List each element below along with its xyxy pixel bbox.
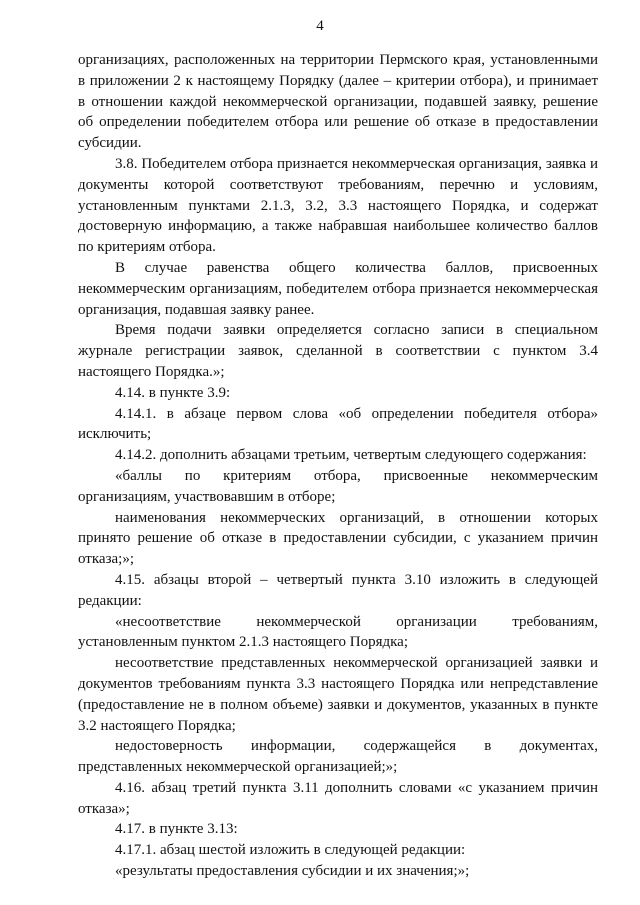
paragraph: наименования некоммерческих организаций, в отношении которых принято решение об отказе в предоставлении субсидии, с указанием причин отказа;»; [78,509,598,568]
paragraph: Время подачи заявки определяется согласно записи в специальном журнале регистрации заявок, сделанной в соответствии с пунктом 3.4 настоящего Порядка.»; [78,322,598,380]
paragraph: недостоверность информации, содержащейся в документах, представленных некоммерческой организацией;»; [78,738,598,776]
paragraph: «баллы по критериям отбора, присвоенные некоммерческим организациям, участвовавшим в отборе; [78,467,598,505]
paragraph: 4.14. в пункте 3.9: [115,384,231,401]
paragraph: 4.17. в пункте 3.13: [115,821,238,838]
page-number: 4 [316,18,324,34]
document-body [78,50,598,882]
paragraph: 3.8. Победителем отбора признается некоммерческая организация, заявка и документы которой соответствуют требованиям, перечню и условиям, установленным пунктами 2.1.3, 3.2, 3.3 настоящего Порядка, и содержат достоверную информацию, а также набравшая наибольшее количество баллов по критериям отбора. [78,155,598,256]
paragraph: 4.15. абзацы второй – четвертый пункта 3.10 изложить в следующей редакции: [78,571,598,609]
paragraph: 4.14.2. дополнить абзацами третьим, четвертым следующего содержания: [115,447,587,464]
paragraph: 4.14.1. в абзаце первом слова «об определении победителя отбора» исключить; [78,405,598,443]
paragraph: организациях, расположенных на территории Пермского края, установленными в приложении 2 к настоящему Порядку (далее – критерии отбора), и принимает в отношении каждой некоммерческой организации, подавшей заявку, решение об определении победителем отбора или решение об отказе в предоставлении субсидии. [78,52,598,152]
paragraph: «результаты предоставления субсидии и их значения;»; [115,863,470,880]
paragraph: В случае равенства общего количества баллов, присвоенных некоммерческим организациям, победителем отбора признается некоммерческая организация, подавшая заявку ранее. [78,259,598,318]
paragraph: несоответствие представленных некоммерческой организацией заявки и документов требованиям пункта 3.3 настоящего Порядка или непредставление (предоставление не в полном объеме) заявки и документов, указанных в пункте 3.2 настоящего Порядка; [78,655,598,734]
paragraph: «несоответствие некоммерческой организации требованиям, установленным пунктом 2.1.3 настоящего Порядка; [78,613,598,651]
paragraph: 4.16. абзац третий пункта 3.11 дополнить словами «с указанием причин отказа»; [78,779,598,817]
paragraph: 4.17.1. абзац шестой изложить в следующей редакции: [115,842,466,859]
